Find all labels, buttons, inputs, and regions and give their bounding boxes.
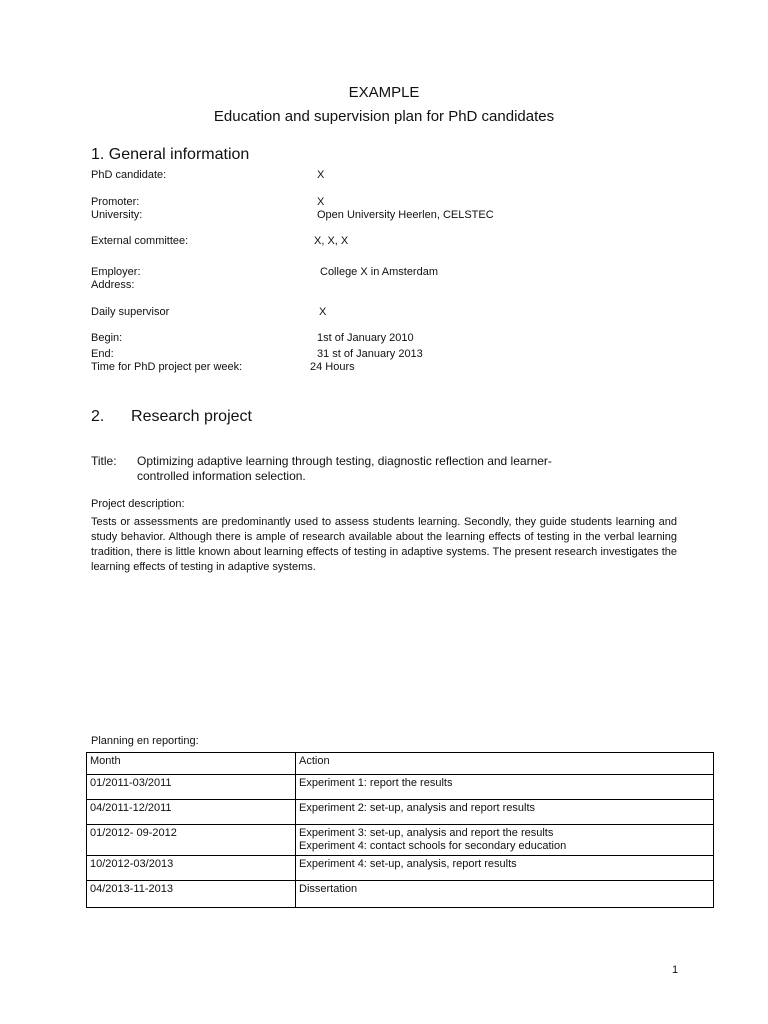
value-begin: 1st of January 2010	[317, 332, 414, 344]
action-line: Experiment 3: set-up, analysis and report the results	[299, 827, 554, 839]
cell-month: 04/2013-11-2013	[87, 881, 296, 908]
cell-action	[296, 881, 714, 908]
table-row	[87, 825, 714, 856]
project-description-label: Project description:	[91, 498, 185, 510]
value-promoter: X	[317, 196, 325, 208]
value-end: 31 st of January 2013	[317, 348, 423, 360]
research-title-line-2: controlled information selection.	[137, 469, 306, 483]
action-line: Experiment 1: report the results	[299, 777, 453, 789]
label-phd-candidate: PhD candidate:	[91, 169, 167, 181]
page-number: 1	[672, 964, 679, 976]
cell-month: 01/2012- 09-2012	[87, 825, 296, 856]
cell-month: 01/2011-03/2011	[87, 775, 296, 800]
action-line: Experiment 2: set-up, analysis and report results	[299, 802, 536, 814]
value-external-committee: X, X, X	[314, 235, 349, 247]
value-phd-candidate: X	[317, 169, 325, 181]
cell-action	[296, 775, 714, 800]
action-line: Experiment 4: contact schools for secondary education	[299, 840, 567, 852]
table-row	[87, 856, 714, 881]
planning-table	[86, 752, 714, 908]
label-begin: Begin:	[91, 332, 123, 344]
table-row	[87, 800, 714, 825]
research-title-line-1: Optimizing adaptive learning through testing, diagnostic reflection and learner-	[137, 454, 552, 468]
label-end: End:	[91, 348, 114, 360]
label-promoter: Promoter:	[91, 196, 140, 208]
value-time-per-week: 24 Hours	[310, 361, 355, 373]
project-description-text: Tests or assessments are predominantly used to assess students learning. Secondly, they guide students learning and study behavior. Although there is ample of research available about the learning effects of testing in the verbal learning tradition, there is little known about learning effects of testing in adaptive systems. The present research investigates the learning effects of testing in adaptive systems.	[91, 516, 677, 573]
cell-month: 10/2012-03/2013	[87, 856, 296, 881]
section-research-heading: 2. Research project	[91, 408, 252, 425]
research-title-label: Title:	[91, 454, 117, 468]
document-example-label: EXAMPLE	[348, 84, 420, 101]
table-row	[87, 775, 714, 800]
cell-action	[296, 825, 714, 856]
planning-table-header	[87, 753, 714, 775]
value-employer: College X in Amsterdam	[320, 266, 438, 278]
value-university: Open University Heerlen, CELSTEC	[317, 209, 494, 221]
action-line: Dissertation	[299, 883, 358, 895]
label-university: University:	[91, 209, 143, 221]
planning-label: Planning en reporting:	[91, 735, 199, 747]
cell-action	[296, 800, 714, 825]
label-address: Address:	[91, 279, 135, 291]
label-external-committee: External committee:	[91, 235, 189, 247]
action-line: Experiment 4: set-up, analysis, report results	[299, 858, 517, 870]
column-header-month: Month	[87, 753, 296, 775]
label-employer: Employer:	[91, 266, 141, 278]
column-header-action: Action	[296, 753, 714, 775]
cell-action	[296, 856, 714, 881]
label-daily-supervisor: Daily supervisor	[91, 306, 170, 318]
table-row	[87, 881, 714, 908]
label-time-per-week: Time for PhD project per week:	[91, 361, 243, 373]
section-general-heading: 1. General information	[91, 146, 250, 163]
cell-month: 04/2011-12/2011	[87, 800, 296, 825]
document-title: Education and supervision plan for PhD candidates	[213, 108, 555, 125]
value-daily-supervisor: X	[319, 306, 327, 318]
